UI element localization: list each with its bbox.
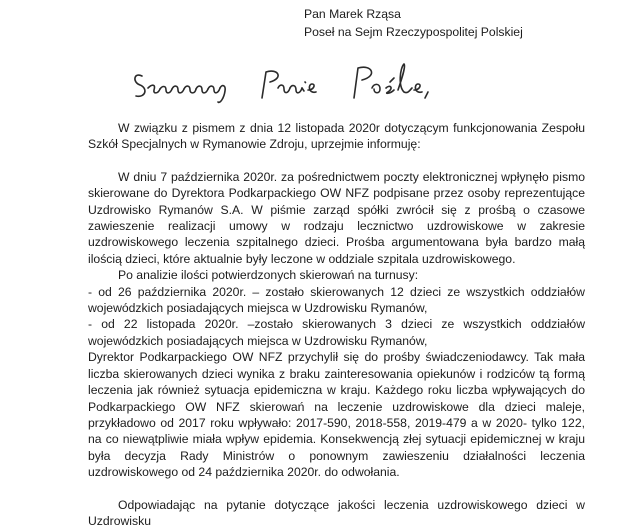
paragraph-4: Dyrektor Podkarpackiego OW NFZ przychylił się do prośby świadczeniodawcy. Tak mała liczba skierowanych dzieci wynika z braku zainteresowania opiekunów i rodziców tą formą leczenia jak również sytuacja epidemiczna w kraju. Każdego roku liczba wpływających do Podkarpackiego OW NFZ skierowań na leczenie uzdrowiskowe dla dzieci maleje, przykładowo od 2017 roku wpływało: 2017-590, 2018-558, 2019-479 a w 2020- tylko 122, na co niewątpliwie miała wpływ epidemia. Konsekwencją złej sytuacji epidemicznej w kraju była decyzja Rady Ministrów o ponownym zawieszeniu działalności leczenia uzdrowiskowego od 24 października 2020r. do odwołania. <box>88 350 585 480</box>
paragraph-5: Odpowiadając na pytanie dotyczące jakości leczenia uzdrowiskowego dzieci w Uzdrowisku <box>88 497 585 528</box>
paragraph-3b: - od 22 listopada 2020r. –zostało skierowanych 3 dzieci ze wszystkich oddziałów wojewódzkich posiadających miejsca w Uzdrowisku Rymanów, <box>88 317 585 348</box>
addressee-title: Poseł na Sejm Rzeczypospolitej Polskiej <box>304 25 523 39</box>
paragraph-2: Po analizie ilości potwierdzonych skierowań na turnusy: <box>118 268 419 283</box>
paragraph-1: W dniu 7 października 2020r. za pośrednictwem poczty elektronicznej wpłynęło pismo skierowane do Dyrektora Podkarpackiego OW NFZ podpisane przez osoby reprezentujące Uzdrowisko Rymanów S.A. W piśmie zarząd spółki zwrócił się z prośbą o czasowe zawieszenie realizacji umowy w rodzaju lecznictwo uzdrowiskowe w zakresie uzdrowiskowego leczenia szpitalnego dzieci. Prośba argumentowana była bardzo małą ilością dzieci, które aktualnie były leczone w oddziale szpitala uzdrowiskowego. <box>88 169 585 266</box>
paragraph-3a: - od 26 października 2020r. – zostało skierowanych 12 dzieci ze wszystkich oddziałów wojewódzkich posiadających miejsca w Uzdrowisku Rymanów, <box>88 284 585 316</box>
paragraph-intro: W związku z pismem z dnia 12 listopada 2020r dotyczącym funkcjonowania Zespołu Szkół Specjalnych w Rymanowie Zdroju, uprzejmie informuję: <box>88 121 585 152</box>
addressee-name: Pan Marek Rząsa <box>304 7 401 21</box>
letter-body <box>88 120 585 529</box>
handwritten-salutation <box>128 58 458 118</box>
addressee-block <box>304 5 624 41</box>
